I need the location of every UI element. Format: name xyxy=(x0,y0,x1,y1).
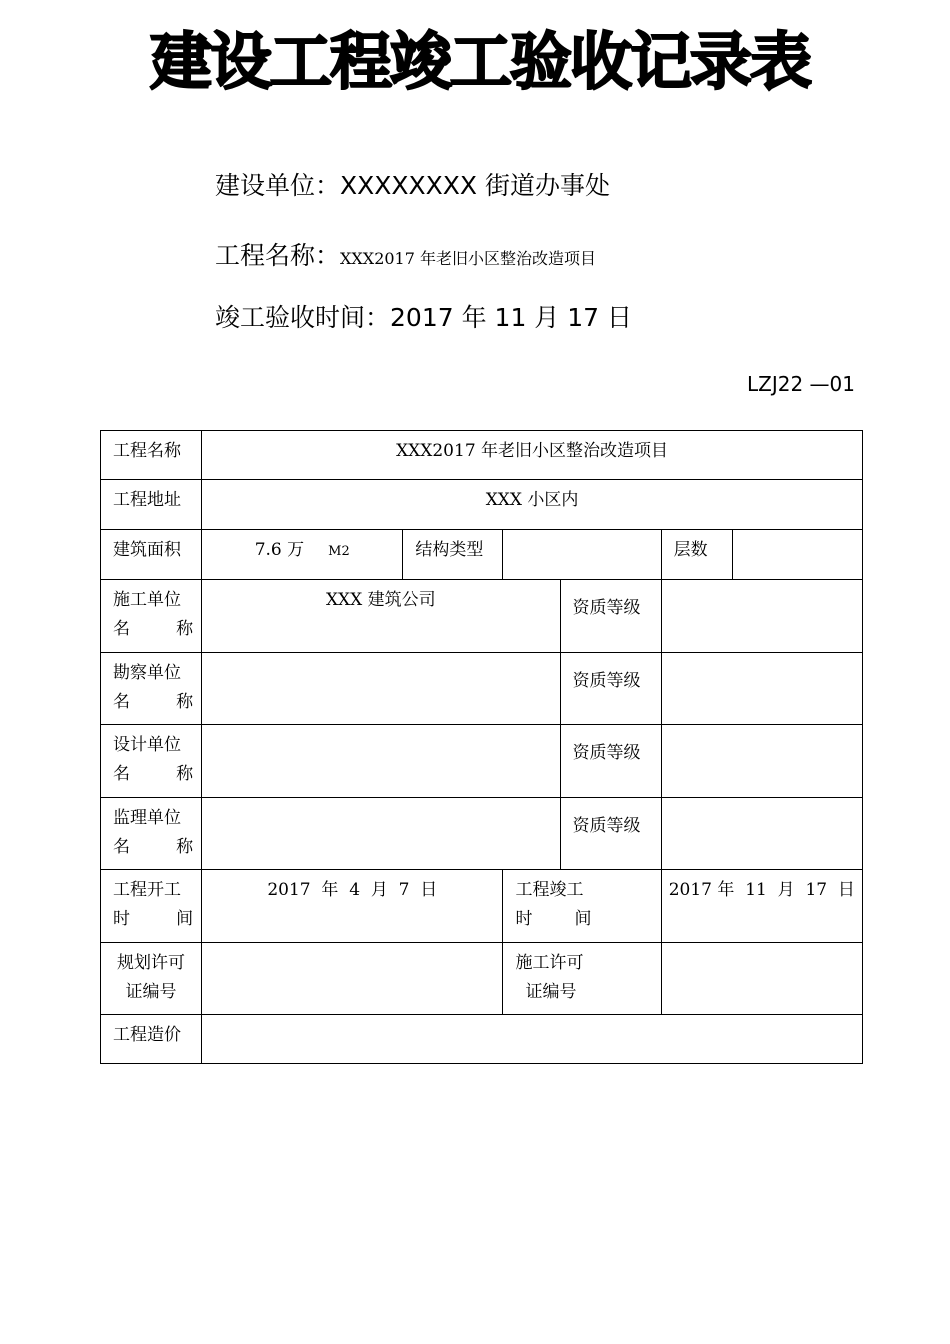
finish-time-label: 工程竣工 时 间 xyxy=(503,870,661,943)
finish-time-value: 2017 年 11 月 17 日 xyxy=(661,870,862,943)
supervision-qualification-value xyxy=(661,798,862,870)
start-time-value: 2017 年 4 月 7 日 xyxy=(202,870,503,943)
qualification-label: 资质等级 xyxy=(560,580,661,653)
address-label: 工程地址 xyxy=(101,480,202,530)
table-row xyxy=(101,1015,863,1064)
table-row xyxy=(101,480,863,530)
planning-permit-value xyxy=(202,943,503,1015)
qualification-label: 资质等级 xyxy=(560,798,661,870)
start-time-label: 工程开工 时 间 xyxy=(101,870,202,943)
builder-label: 建设单位： xyxy=(215,171,341,200)
document-title: 建设工程竣工验收记录表 xyxy=(149,25,810,98)
builder-value: XXXXXXXX 街道办事处 xyxy=(340,171,610,200)
floors-value xyxy=(732,530,862,580)
date-value: 2017 年 11 月 17 日 xyxy=(390,303,632,332)
construction-qualification-value xyxy=(661,580,862,653)
qualification-label: 资质等级 xyxy=(560,653,661,725)
planning-permit-label: 规划许可 证编号 xyxy=(101,943,202,1015)
survey-qualification-value xyxy=(661,653,862,725)
structure-label: 结构类型 xyxy=(403,530,503,580)
project-line xyxy=(215,236,596,272)
survey-unit-value xyxy=(202,653,560,725)
supervision-unit-label: 监理单位 名 称 xyxy=(101,798,202,870)
date-line xyxy=(215,298,632,334)
table-row xyxy=(101,943,863,1015)
table-row xyxy=(101,431,863,480)
date-label: 竣工验收时间： xyxy=(215,303,391,332)
project-label: 工程名称： xyxy=(215,241,341,270)
form-code: LZJ22 —01 xyxy=(747,372,855,396)
design-unit-value xyxy=(202,725,560,798)
design-qualification-value xyxy=(661,725,862,798)
design-unit-label: 设计单位 名 称 xyxy=(101,725,202,798)
construction-unit-label: 施工单位 名 称 xyxy=(101,580,202,653)
table-row xyxy=(101,725,863,798)
table-row xyxy=(101,530,863,580)
floors-label: 层数 xyxy=(661,530,732,580)
project-value: XXX2017 年老旧小区整治改造项目 xyxy=(340,249,596,268)
table-row xyxy=(101,798,863,870)
completion-record-table xyxy=(100,430,863,1064)
area-value: 7.6 万 xyxy=(254,540,305,560)
project-name-label: 工程名称 xyxy=(101,431,202,480)
area-cell xyxy=(202,530,403,580)
qualification-label: 资质等级 xyxy=(560,725,661,798)
table-row xyxy=(101,653,863,725)
project-name-value: XXX2017 年老旧小区整治改造项目 xyxy=(202,431,863,480)
construction-permit-value xyxy=(661,943,862,1015)
table-row xyxy=(101,870,863,943)
survey-unit-label: 勘察单位 名 称 xyxy=(101,653,202,725)
area-unit: M2 xyxy=(328,544,350,559)
structure-value xyxy=(503,530,661,580)
area-label: 建筑面积 xyxy=(101,530,202,580)
cost-label: 工程造价 xyxy=(101,1015,202,1064)
address-value: XXX 小区内 xyxy=(202,480,863,530)
cost-value xyxy=(202,1015,863,1064)
supervision-unit-value xyxy=(202,798,560,870)
construction-permit-label: 施工许可 证编号 xyxy=(503,943,661,1015)
table-row xyxy=(101,580,863,653)
construction-unit-value: XXX 建筑公司 xyxy=(202,580,560,653)
builder-line xyxy=(215,166,610,202)
